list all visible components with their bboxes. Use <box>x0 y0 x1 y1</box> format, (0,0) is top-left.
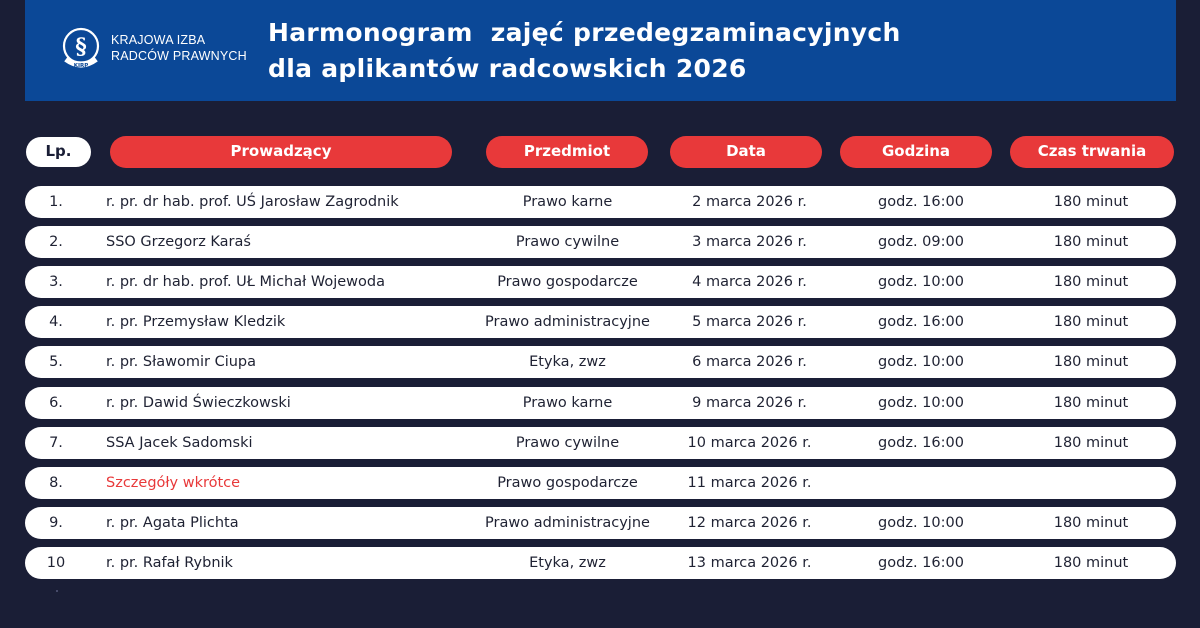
org-line-1: KRAJOWA IZBA <box>111 33 206 47</box>
column-header-time: Godzina <box>840 136 992 168</box>
page-title <box>268 15 901 87</box>
row-name: SSA Jacek Sadomski <box>106 435 253 451</box>
table-row <box>25 467 1176 499</box>
row-number: 8. <box>49 475 63 491</box>
row-time: godz. 10:00 <box>878 515 964 531</box>
row-duration: 180 minut <box>1053 395 1129 411</box>
table-row <box>25 507 1176 539</box>
row-number: 5. <box>49 354 63 370</box>
row-date: 11 marca 2026 r. <box>687 475 812 491</box>
row-subject: Prawo cywilne <box>515 234 620 250</box>
row-time: godz. 16:00 <box>878 194 964 210</box>
kirp-logo-icon <box>60 26 102 70</box>
svg-text:KIRP: KIRP <box>73 63 89 69</box>
row-number: 1. <box>49 194 63 210</box>
row-date: 4 marca 2026 r. <box>692 274 807 290</box>
decorative-dot <box>56 590 58 592</box>
row-date: 12 marca 2026 r. <box>687 515 812 531</box>
row-number: 6. <box>49 395 63 411</box>
svg-text:§: § <box>75 34 87 60</box>
row-date: 6 marca 2026 r. <box>692 354 807 370</box>
row-duration: 180 minut <box>1053 555 1129 571</box>
row-date: 3 marca 2026 r. <box>692 234 807 250</box>
row-subject: Prawo karne <box>522 194 613 210</box>
table-row <box>25 346 1176 378</box>
row-duration: 180 minut <box>1053 274 1129 290</box>
row-name: r. pr. Przemysław Kledzik <box>106 314 286 330</box>
row-time: godz. 10:00 <box>878 395 964 411</box>
row-date: 2 marca 2026 r. <box>692 194 807 210</box>
row-time: godz. 16:00 <box>878 314 964 330</box>
row-duration: 180 minut <box>1053 314 1129 330</box>
row-duration: 180 minut <box>1053 354 1129 370</box>
row-name-placeholder: Szczegóły wkrótce <box>106 475 241 491</box>
row-name: r. pr. Agata Plichta <box>106 515 239 531</box>
row-name: r. pr. dr hab. prof. UŚ Jarosław Zagrodnik <box>106 194 399 210</box>
table-row <box>25 226 1176 258</box>
row-subject: Etyka, zwz <box>529 555 606 571</box>
row-time: godz. 09:00 <box>878 234 964 250</box>
title-line-2: dla aplikantów radcowskich 2026 <box>268 54 747 83</box>
table-row <box>25 387 1176 419</box>
row-number: 10 <box>46 555 66 571</box>
row-number: 7. <box>49 435 63 451</box>
row-time: godz. 10:00 <box>878 354 964 370</box>
row-subject: Etyka, zwz <box>529 354 606 370</box>
org-line-2: RADCÓW PRAWNYCH <box>111 49 247 63</box>
table-row <box>25 306 1176 338</box>
column-header-lp: Lp. <box>26 137 91 167</box>
column-header-date: Data <box>670 136 822 168</box>
row-time: godz. 16:00 <box>878 435 964 451</box>
table-row <box>25 427 1176 459</box>
table-row <box>25 266 1176 298</box>
title-line-1: Harmonogram zajęć przedegzaminacyjnych <box>268 18 901 47</box>
row-date: 10 marca 2026 r. <box>687 435 812 451</box>
row-name: r. pr. Dawid Świeczkowski <box>106 395 291 411</box>
row-name: r. pr. dr hab. prof. UŁ Michał Wojewoda <box>106 274 385 290</box>
row-subject: Prawo gospodarcze <box>497 274 638 290</box>
row-subject: Prawo gospodarcze <box>497 475 638 491</box>
organization-name <box>111 32 247 64</box>
column-header-name: Prowadzący <box>110 136 452 168</box>
row-subject: Prawo cywilne <box>515 435 620 451</box>
row-time: godz. 16:00 <box>878 555 964 571</box>
row-name: r. pr. Rafał Rybnik <box>106 555 233 571</box>
row-number: 4. <box>49 314 63 330</box>
row-number: 3. <box>49 274 63 290</box>
row-time: godz. 10:00 <box>878 274 964 290</box>
row-subject: Prawo karne <box>522 395 613 411</box>
row-date: 9 marca 2026 r. <box>692 395 807 411</box>
row-number: 9. <box>49 515 63 531</box>
column-header-duration: Czas trwania <box>1010 136 1174 168</box>
row-subject: Prawo administracyjne <box>485 515 650 531</box>
row-subject: Prawo administracyjne <box>485 314 650 330</box>
row-name: SSO Grzegorz Karaś <box>106 234 251 250</box>
row-date: 13 marca 2026 r. <box>687 555 812 571</box>
column-header-subject: Przedmiot <box>486 136 648 168</box>
row-duration: 180 minut <box>1053 234 1129 250</box>
row-number: 2. <box>49 234 63 250</box>
row-date: 5 marca 2026 r. <box>692 314 807 330</box>
row-duration: 180 minut <box>1053 194 1129 210</box>
table-row <box>25 547 1176 579</box>
row-duration: 180 minut <box>1053 515 1129 531</box>
row-name: r. pr. Sławomir Ciupa <box>106 354 256 370</box>
row-duration: 180 minut <box>1053 435 1129 451</box>
table-row <box>25 186 1176 218</box>
